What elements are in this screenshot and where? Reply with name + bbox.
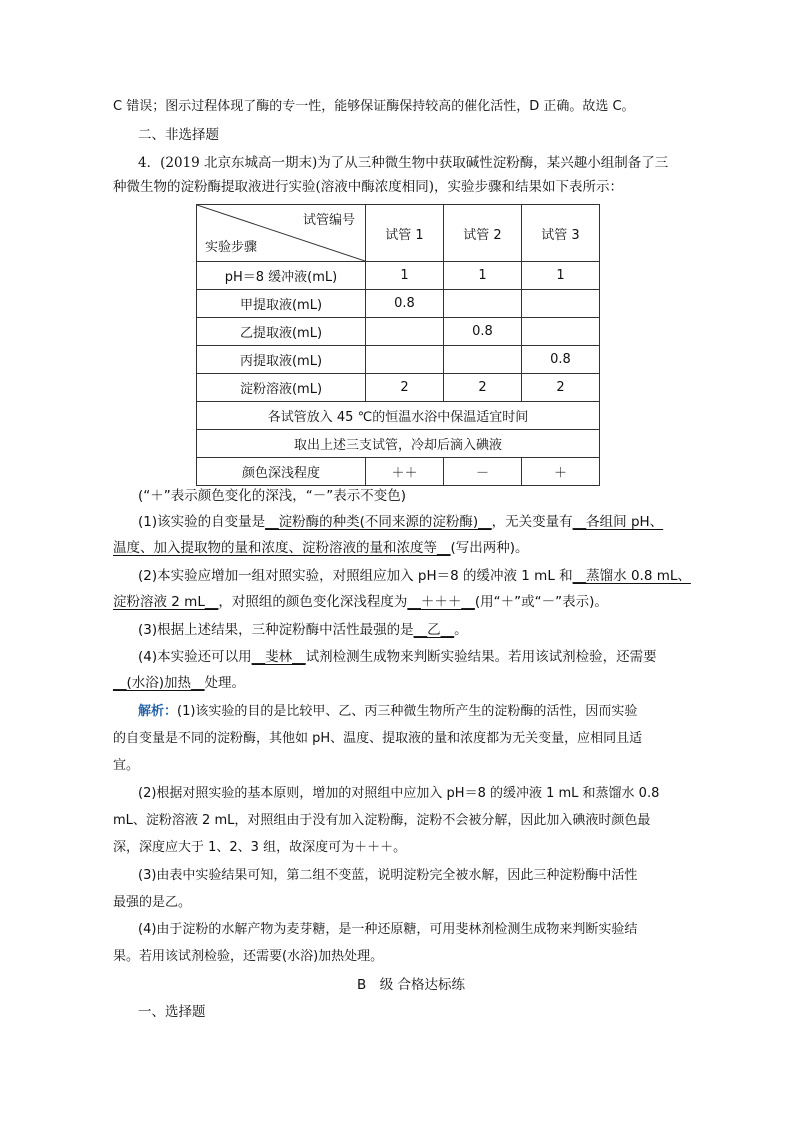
text: (4)本实验还可以用 [138, 649, 252, 665]
table-row [197, 430, 600, 458]
analysis-line: 深，深度应大于 1、2、3 组，故深度可为＋＋＋。 [113, 840, 407, 855]
cell: ＋＋ [366, 458, 444, 486]
table-row [197, 290, 600, 318]
analysis-line: 的自变量是不同的淀粉酶，其他如 pH、温度、提取液的量和浓度都为无关变量，应相同且适 [113, 731, 643, 746]
analysis-label: 解析： [138, 704, 178, 719]
question-part-4-cont [113, 673, 245, 693]
text: 试剂检测生成物来判断实验结果。若用该试剂检验，还需要 [305, 649, 657, 665]
header-tube-1: 试管 1 [366, 205, 444, 262]
analysis-line: mL、淀粉溶液 2 mL，对照组由于没有加入淀粉酶，淀粉不会被分解，因此加入碘液时颜色最 [113, 813, 651, 828]
text: (2)本实验应增加一组对照实验，对照组应加入 pH＝8 的缓冲液 1 mL 和 [138, 568, 573, 584]
experiment-table [196, 204, 600, 486]
table-note: (“＋”表示颜色变化的深浅，“－”表示不变色) [138, 488, 407, 504]
cell: 1 [522, 262, 600, 290]
header-steps: 实验步骤 [205, 240, 258, 255]
cell [444, 346, 522, 374]
row-label: pH＝8 缓冲液(mL) [197, 262, 366, 290]
answer-blank: 淀粉溶液 2 mL__ [113, 594, 219, 610]
cell [444, 290, 522, 318]
cell: 2 [522, 374, 600, 402]
table-row [197, 318, 600, 346]
cell: 0.8 [444, 318, 522, 346]
table-row [197, 346, 600, 374]
answer-blank: __(水浴)加热__ [113, 675, 205, 691]
cell: 2 [444, 374, 522, 402]
text: 处理。 [204, 675, 246, 691]
cell: 0.8 [522, 346, 600, 374]
cell [522, 318, 600, 346]
question-part-2 [138, 566, 691, 586]
analysis-line: 果。若用该试剂检验，还需要(水浴)加热处理。 [113, 949, 384, 964]
section-b-subheading: 一、选择题 [138, 1004, 206, 1020]
row-label: 淀粉溶液(mL) [197, 374, 366, 402]
answer-blank: __各组间 pH、 [572, 514, 664, 530]
row-label: 颜色深浅程度 [197, 458, 366, 486]
span-row-incubate: 各试管放入 45 ℃的恒温水浴中保温适宜时间 [197, 402, 600, 430]
text: ，对照组的颜色变化深浅程度为 [218, 594, 408, 610]
analysis-line: (4)由于淀粉的水解产物为麦芽糖，是一种还原糖，可用斐林剂检测生成物来判断实验结 [138, 922, 638, 937]
row-label: 甲提取液(mL) [197, 290, 366, 318]
question-part-1 [138, 512, 663, 532]
row-label: 丙提取液(mL) [197, 346, 366, 374]
text: (1)该实验的自变量是 [138, 514, 266, 530]
answer-blank: __斐林__ [251, 649, 306, 665]
text: (3)根据上述结果，三种淀粉酶中活性最强的是 [138, 622, 414, 638]
cell [522, 290, 600, 318]
analysis-line: 宜。 [113, 758, 140, 773]
analysis-line: (3)由表中实验结果可知，第二组不变蓝，说明淀粉完全被水解，因此三种淀粉酶中活性 [138, 868, 638, 883]
question-intro-line2: 种微生物的淀粉酶提取液进行实验(溶液中酶浓度相同)，实验步骤和结果如下表所示： [113, 179, 624, 195]
cell: － [444, 458, 522, 486]
answer-blank: __＋＋＋__ [407, 594, 475, 610]
analysis-line [138, 702, 637, 722]
answer-blank: __乙__ [413, 622, 455, 638]
question-part-3 [138, 620, 468, 640]
question-part-2-cont [113, 592, 608, 612]
table-diagonal-header [197, 205, 366, 262]
question-intro-line1: 4．(2019 北京东城高一期末)为了从三种微生物中获取碱性淀粉酶，某兴趣小组制备了三 [138, 155, 669, 171]
text: 。 [454, 622, 468, 638]
header-tube-3: 试管 3 [522, 205, 600, 262]
section-heading: 二、非选择题 [138, 127, 219, 143]
cell: 1 [366, 262, 444, 290]
table-row [197, 458, 600, 486]
previous-answer-line: C 错误；图示过程体现了酶的专一性，能够保证酶保持较高的催化活性，D 正确。故选 C。 [113, 99, 635, 114]
cell: 0.8 [366, 290, 444, 318]
answer-blank: __蒸馏水 0.8 mL、 [572, 568, 691, 584]
section-b-heading: B 级 合格达标练 [357, 977, 466, 993]
cell: 2 [366, 374, 444, 402]
table-row [197, 262, 600, 290]
cell [366, 346, 444, 374]
cell: ＋ [522, 458, 600, 486]
row-label: 乙提取液(mL) [197, 318, 366, 346]
text: (1)该实验的目的是比较甲、乙、丙三种微生物所产生的淀粉酶的活性，因而实验 [177, 704, 638, 719]
table-row [197, 374, 600, 402]
text: (写出两种)。 [450, 540, 529, 556]
analysis-line: 最强的是乙。 [113, 895, 192, 910]
question-part-1-cont [113, 538, 529, 558]
question-part-4 [138, 647, 657, 667]
span-row-iodine: 取出上述三支试管，冷却后滴入碘液 [197, 430, 600, 458]
answer-blank: __淀粉酶的种类(不同来源的淀粉酶)__ [265, 514, 492, 530]
text: (用“＋”或“－”表示)。 [474, 594, 608, 610]
cell: 1 [444, 262, 522, 290]
table-row [197, 402, 600, 430]
header-tube-2: 试管 2 [444, 205, 522, 262]
text: ，无关变量有 [491, 514, 573, 530]
cell [366, 318, 444, 346]
answer-blank: 温度、加入提取物的量和浓度、淀粉溶液的量和浓度等__ [113, 540, 451, 556]
analysis-line: (2)根据对照实验的基本原则，增加的对照组中应加入 pH＝8 的缓冲液 1 mL 和蒸馏水 0.8 [138, 786, 660, 801]
header-tube-number: 试管编号 [302, 213, 355, 228]
